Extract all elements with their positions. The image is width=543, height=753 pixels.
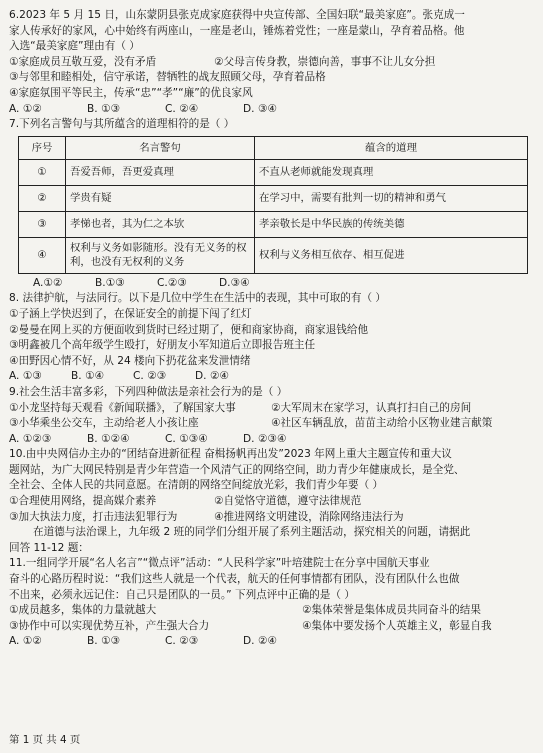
table-row (19, 185, 528, 211)
q7-row-meaning: 孝亲敬长是中华民族的传统美德 (255, 211, 528, 237)
q11-option-a[interactable]: A. ①② (9, 635, 42, 648)
q6-option-d[interactable]: D. ③④ (243, 102, 277, 115)
q6-statement-3: ③与邻里和睦相处，信守承诺，替牺牲的战友照顾父母，孕育着品格 (9, 71, 326, 84)
q7-row-saying: 权利与义务如影随形。没有无义务的权利，也没有无权利的义务 (66, 237, 255, 273)
q6-stem-line-3: 入选“最美家庭”理由有（ ） (9, 40, 140, 53)
question-6 (9, 8, 534, 117)
q10-statements-row-1 (9, 494, 534, 510)
q8-option-b[interactable]: B. ①④ (71, 370, 104, 383)
q9-option-c[interactable]: C. ①③④ (165, 432, 208, 445)
q7-row-number: ③ (19, 211, 66, 237)
q7-table (18, 136, 528, 274)
q11-options (9, 634, 534, 650)
q6-statement-4: ④家庭氛围平等民主，传承“忠”“孝”“廉”的优良家风 (9, 86, 253, 99)
intro-line-2: 回答 11-12 题： (9, 541, 89, 554)
q11-statements-row-2 (9, 619, 534, 635)
q9-statement-2: ②大军周末在家学习，认真打扫自己的房间 (271, 401, 472, 414)
section-intro (9, 525, 534, 556)
q7-row-meaning: 权利与义务相互依存、相互促进 (255, 237, 528, 273)
q11-statement-1: ①成员越多，集体的力量就越大 (9, 604, 157, 617)
q11-option-d[interactable]: D. ②④ (243, 635, 277, 648)
q10-stem-line-1: 10.由中央网信办主办的“团结奋进新征程 奋楫扬帆再出发”2023 年网上重大主题宣传和重大议 (9, 448, 452, 461)
q6-stem-line-2: 家人传承好的家风，心中始终有两座山，一座是老山，锤炼着党性；一座是蒙山，孕育着品格。他 (9, 24, 465, 37)
q11-option-b[interactable]: B. ①③ (87, 635, 120, 648)
q7-header-meaning: 蕴含的道理 (255, 136, 528, 159)
q9-statements-row-2 (9, 416, 534, 432)
q7-header-number: 序号 (19, 136, 66, 159)
q8-option-d[interactable]: D. ②④ (195, 370, 229, 383)
q7-row-saying: 孝悌也者，其为仁之本欤 (66, 211, 255, 237)
q7-stem: 7.下列名言警句与其所蕴含的道理相符的是（ ） (9, 118, 235, 131)
q6-statements-row-1 (9, 55, 534, 71)
q10-stem-line-3: 全社会、全体人民的共同意愿。在清朗的网络空间绽放光彩，我们青少年要（ ） (9, 479, 384, 492)
q11-stem-line-3: 不出来，必须永远记住：自己只是团队的一员。” 下列点评中正确的是（ ） (9, 588, 355, 601)
q10-statement-1: ①合理使用网络，提高媒介素养 (9, 495, 157, 508)
q8-statement-1: ①子涵上学快迟到了，在保证安全的前提下闯了红灯 (9, 307, 252, 320)
q8-statement-3: ③明鑫被几个高年级学生殴打，好朋友小军知道后立即报告班主任 (9, 339, 316, 352)
q9-statement-3: ③小华乘坐公交车，主动给老人小孩让座 (9, 417, 199, 430)
question-8 (9, 291, 534, 385)
q7-option-b[interactable]: B.①③ (95, 276, 125, 289)
q7-option-c[interactable]: C.②③ (157, 276, 187, 289)
q6-option-c[interactable]: C. ②④ (165, 102, 199, 115)
q9-option-b[interactable]: B. ①②④ (87, 432, 130, 445)
q7-row-saying: 学贵有疑 (66, 185, 255, 211)
q7-row-meaning: 不直从老师就能发现真理 (255, 159, 528, 185)
q8-stem: 8. 法律护航，与法同行。以下是几位中学生在生活中的表现，其中可取的有（ ） (9, 292, 387, 305)
q6-option-a[interactable]: A. ①② (9, 102, 42, 115)
q6-option-b[interactable]: B. ①③ (87, 102, 120, 115)
table-row (19, 237, 528, 273)
q9-options (9, 432, 534, 448)
q8-option-a[interactable]: A. ①③ (9, 370, 42, 383)
q7-options (9, 276, 534, 292)
q9-option-d[interactable]: D. ②③④ (243, 432, 287, 445)
question-9 (9, 385, 534, 447)
q11-option-c[interactable]: C. ②③ (165, 635, 199, 648)
q9-statement-1: ①小龙坚持每天观看《新闻联播》，了解国家大事 (9, 401, 236, 414)
q7-table-header (19, 136, 528, 159)
q7-option-a[interactable]: A.①② (33, 276, 63, 289)
q10-statement-2: ②自觉恪守道德，遵守法律规范 (214, 495, 362, 508)
question-11 (9, 556, 534, 650)
q6-statement-1: ①家庭成员互敬互爱，没有矛盾 (9, 55, 157, 68)
q11-statement-2: ②集体荣誉是集体成员共同奋斗的结果 (302, 604, 481, 617)
q7-row-saying: 吾爱吾师，吾更爱真理 (66, 159, 255, 185)
q11-statement-3: ③协作中可以实现优势互补，产生强大合力 (9, 619, 210, 632)
q9-option-a[interactable]: A. ①②③ (9, 432, 52, 445)
q9-statement-4: ④社区车辆乱放，苗苗主动给小区物业建言献策 (271, 417, 493, 430)
q7-row-number: ① (19, 159, 66, 185)
q8-options (9, 369, 534, 385)
q7-row-number: ④ (19, 237, 66, 273)
q9-stem: 9.社会生活丰富多彩，下列四种做法是亲社会行为的是（ ） (9, 385, 288, 398)
q10-statements-row-2 (9, 510, 534, 526)
q11-statements-row-1 (9, 603, 534, 619)
q10-stem-line-2: 题网站，为广大网民特别是青少年营造一个风清气正的网络空间，助力青少年健康成长，是全党、 (9, 463, 465, 476)
q6-statement-2: ②父母言传身教，崇德向善，事事不让儿女分担 (214, 55, 436, 68)
q11-stem-line-2: 奋斗的心路历程时说：“我们这些人就是一个代表，航天的任何事情都有团队，没有团队什么也做 (9, 573, 460, 586)
q7-option-d[interactable]: D.③④ (219, 276, 250, 289)
q10-statement-4: ④推进网络文明建设，消除网络违法行为 (214, 510, 404, 523)
q11-stem-line-1: 11.一组同学开展“名人名言”“微点评”活动：“人民科学家”叶培建院士在分享中国航天事业 (9, 557, 430, 570)
q8-option-c[interactable]: C. ②③ (133, 370, 167, 383)
table-row (19, 211, 528, 237)
q8-statement-2: ②曼曼在网上买的方便面收到货时已经过期了，便和商家协商，商家退钱给他 (9, 323, 369, 336)
q6-stem-line-1: 6.2023 年 5 月 15 日，山东蒙阴县张克成家庭获得中央宣传部、全国妇联“最美家庭”。张克成一 (9, 9, 465, 21)
question-7 (9, 117, 534, 291)
question-10 (9, 447, 534, 525)
q6-options (9, 102, 534, 118)
table-row (19, 159, 528, 185)
page-number: 第 1 页 共 4 页 (9, 734, 81, 747)
q10-statement-3: ③加大执法力度，打击违法犯罪行为 (9, 510, 178, 523)
q7-header-saying: 名言警句 (66, 136, 255, 159)
q11-statement-4: ④集体中要发扬个人英雄主义，彰显自我 (302, 619, 492, 632)
intro-line-1: 在道德与法治课上，九年级 2 班的同学们分组开展了系列主题活动，探究相关的问题，请据此 (33, 526, 471, 539)
q7-row-meaning: 在学习中，需要有批判一切的精神和勇气 (255, 185, 528, 211)
q9-statements-row-1 (9, 401, 534, 417)
q7-row-number: ② (19, 185, 66, 211)
q8-statement-4: ④田野因心情不好，从 24 楼向下扔花盆来发泄情绪 (9, 354, 251, 367)
